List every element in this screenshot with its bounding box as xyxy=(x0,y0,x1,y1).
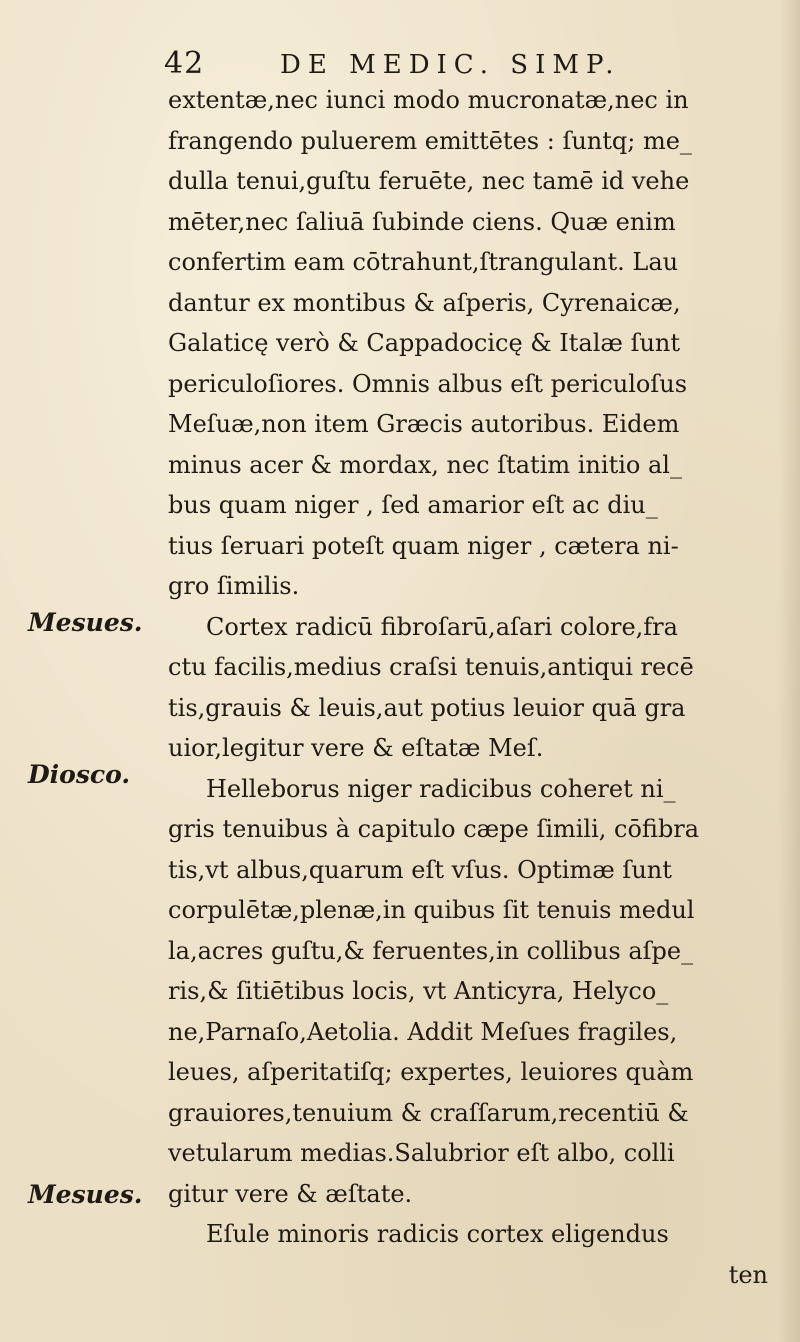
text-line: uior,legitur vere & eſtatæ Meſ. xyxy=(168,734,544,762)
text-line: tis,vt albus,quarum eſt vſus. Optimæ ſunt xyxy=(168,855,672,884)
margin-note-mesues-2: Mesues. xyxy=(28,1180,143,1209)
text-line: grauiores,tenuium & craſſarum,recentiū & xyxy=(168,1098,689,1127)
text-line: leues, aſperitatiſq; expertes, leuiores quàm xyxy=(168,1058,694,1086)
text-line: frangendo puluerem emittētes : ſuntq; me_ xyxy=(168,126,692,155)
margin-note-mesues: Mesues. xyxy=(28,608,143,637)
text-line: gro ſimilis. xyxy=(168,572,300,600)
text-line: ris,& ſitiētibus locis, vt Anticyra, Helyco_ xyxy=(168,977,669,1005)
text-line: ctu facilis,medius craſsi tenuis,antiqui recē xyxy=(168,653,694,681)
text-line: periculoſiores. Omnis albus eſt periculoſus xyxy=(168,369,688,398)
page-number: 42 xyxy=(164,46,205,81)
text-line: Meſuæ,non item Græcis autoribus. Eidem xyxy=(168,410,680,438)
page-edge-shadow xyxy=(778,0,800,1342)
text-line: la,acres guſtu,& feruentes,in collibus aſpe_ xyxy=(168,936,694,965)
margin-note-diosco: Diosco. xyxy=(28,760,131,789)
running-head: DE MEDIC. SIMP. xyxy=(280,50,621,80)
text-line: ne,Parnaſo,Aetolia. Addit Meſues fragiles, xyxy=(168,1017,678,1046)
body-text xyxy=(168,80,768,1295)
catchword: ten xyxy=(728,1260,768,1289)
text-line: dulla tenui,guſtu feruēte, nec tamē id vehe xyxy=(168,167,690,195)
paragraph-first-line: Helleborus niger radicibus coheret ni_ xyxy=(206,774,676,803)
text-line: gris tenuibus à capitulo cæpe ſimili, cōfibra xyxy=(168,815,700,843)
paragraph-first-line: Cortex radicū fibroſarū,aſari colore,fra xyxy=(206,612,678,641)
text-line: tis,grauis & leuis,aut potius leuior quā gra xyxy=(168,693,686,722)
text-line: extentæ,nec iunci modo mucronatæ,nec in xyxy=(168,86,689,114)
text-line: bus quam niger , ſed amarior eſt ac diu_ xyxy=(168,491,658,519)
text-line: dantur ex montibus & aſperis, Cyrenaicæ, xyxy=(168,288,681,317)
page-header xyxy=(164,44,724,84)
text-line: minus acer & mordax, nec ſtatim initio al_ xyxy=(168,450,682,479)
text-line: confertim eam cōtrahunt,ſtrangulant. Lau xyxy=(168,248,679,276)
text-line: Galaticę verò & Cappadocicę & Italæ ſunt xyxy=(168,329,681,357)
text-line: tius ſeruari poteſt quam niger , cætera ni- xyxy=(168,531,679,560)
paragraph-first-line: Eſule minoris radicis cortex eligendus xyxy=(206,1220,669,1248)
text-line: vetularum medias.Salubrior eſt albo, colli xyxy=(168,1139,675,1167)
text-line: mēter,nec ſaliuā ſubinde ciens. Quæ enim xyxy=(168,207,676,236)
text-line: corpulētæ,plenæ,in quibus ſit tenuis medul xyxy=(168,896,695,924)
text-line: gitur vere & æſtate. xyxy=(168,1179,413,1208)
